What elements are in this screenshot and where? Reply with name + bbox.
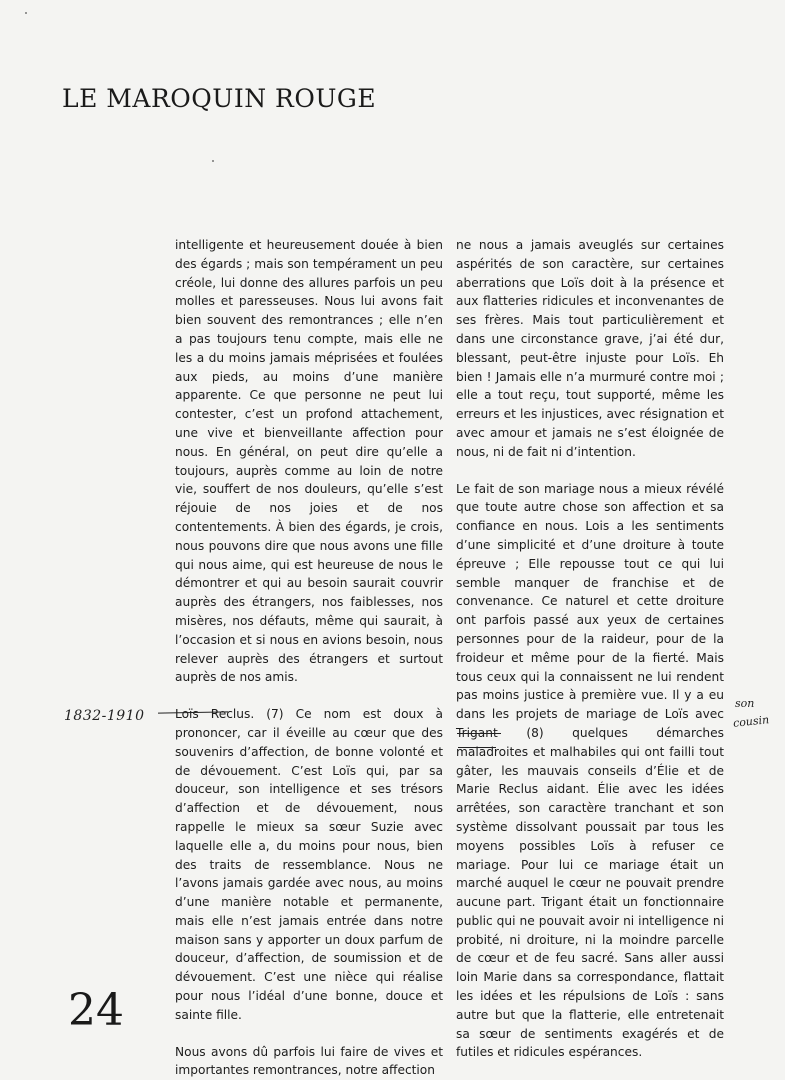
handwritten-dates-note: 1832-1910 <box>64 708 145 724</box>
page-title: LE MAROQUIN ROUGE <box>62 84 377 113</box>
text-column-left <box>175 236 443 1080</box>
paper-speck <box>25 12 27 14</box>
handwritten-son-note: son <box>735 697 755 710</box>
page-number: 24 <box>68 985 124 1036</box>
paragraph: Loïs Reclus. (7) Ce nom est doux à prononcer, car il éveille au cœur que des souvenirs d’affection, de bonne volonté et de dévouement. C’est Loïs qui, par sa douceur, son intelligence et ses trésors d’affection et de dévouement, nous rappelle le mieux sa sœur Suzie avec laquelle elle a, du moins pour nous, bien des traits de ressemblance. Nous ne l’avons jamais gardée avec nous, au moins d’une manière notable et permanente, mais elle n’est jamais entrée dans notre maison sans y apporter un doux parfum de douceur, d’affection, de soumission et de dévouement. C’est une nièce qui réalise pour nous l’idéal d’une bonne, douce et sainte fille. <box>175 707 443 1022</box>
handwritten-underline <box>457 733 501 734</box>
paragraph: Le fait de son mariage nous a mieux révélé que toute autre chose son affection et sa confiance en nous. Lois a les sentiments d’une simplicité et d’une droiture à toute épreuve ; Elle repousse tout ce qui lui semble manquer de franchise et de convenance. Ce naturel et cette droiture ont parfois passé aux yeux de certaines personnes pour de la raideur, pour de la froideur et même pour de la fierté. Mais tous ceux qui la connaissent ne lui rendent pas moins justice à première vue. Il y a eu dans les projets de mariage de Loïs avec Trigant (8) quelques démarches maladroites et malhabiles qui ont failli tout gâter, les mauvais conseils d’Élie et de Marie Reclus aidant. Élie avec les idées arrêtées, son caractère tranchant et son système dissolvant poussait par tous les moyens possibles Loïs à refuser ce mariage. Pour lui ce mariage était un marché auquel le cœur ne pouvait prendre aucune part. Trigant était un fonctionnaire public qui ne pouvait avoir ni intelligence ni probité, ni droiture, ni la moindre parcelle de cœur et de feu sacré. Sans aller aussi loin Marie dans sa correspondance, flattait les idées et les répulsions de Loïs : sans autre but que la flatterie, elle entretenait sa sœur de sentiments exagérés et de futiles et ridicules espérances. <box>456 481 724 1060</box>
handwritten-cousin-note: cousin <box>732 713 770 730</box>
paragraph: ne nous a jamais aveuglés sur certaines aspérités de son caractère, sur certaines aberrations que Loïs doit à la présence et aux flatteries ridicules et inconvenantes de ses frères. Mais tout particulièrement et dans une circonstance grave, j’ai été dur, blessant, peut-être injuste pour Loïs. Eh bien ! Jamais elle n’a murmuré contre moi ; elle a tout reçu, tout supporté, même les erreurs et les injustices, avec résignation et avec amour et jamais ne s’est éloignée de nous, ni de fait ni d’intention. <box>456 238 724 459</box>
paragraph: Nous avons dû parfois lui faire de vives et importantes remontrances, notre affection <box>175 1044 443 1078</box>
paragraph: intelligente et heureusement douée à bien des égards ; mais son tempérament un peu créole, lui donne des allures parfois un peu molles et paresseuses. Nous lui avons fait bien souvent des remontrances ; elle n’en a pas toujours tenu compte, mais elle ne les a du moins jamais méprisées et foulées aux pieds, au moins d’une manière apparente. Ce que personne ne peut lui contester, c’est un profond attachement, une vive et bienveillante affection pour nous. En général, on peut dire qu’elle a toujours, auprès comme au loin de notre vie, souffert de nos douleurs, qu’elle s’est réjouie de nos joies et de nos contentements. À bien des égards, je crois, nous pouvons dire que nous avons une fille qui nous aime, qui est heureuse de nous le démontrer et qui au besoin saurait couvrir auprès des étrangers, nos faiblesses, nos misères, nos défauts, même qui saurait, à l’occasion et si nous en avions besoin, nous relever auprès des étrangers et surtout auprès de nos amis. <box>175 238 443 685</box>
text-column-right <box>456 236 724 1062</box>
handwritten-underline <box>458 747 496 748</box>
paper-speck <box>212 160 214 162</box>
